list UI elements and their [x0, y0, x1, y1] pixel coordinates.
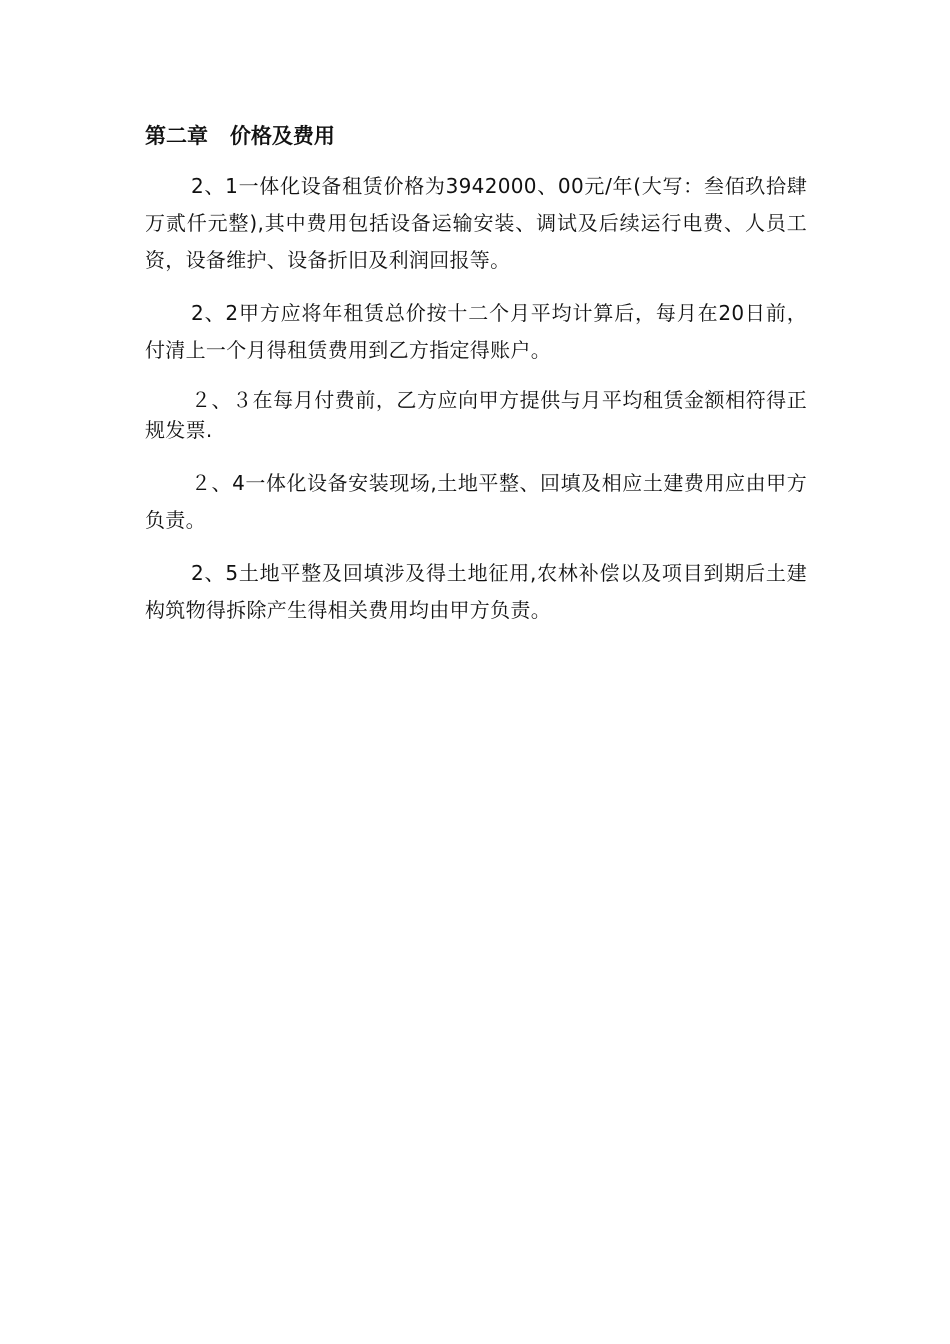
- clause-2-1: 2、1一体化设备租赁价格为3942000、00元/年(大写：叁佰玖拾肆万贰仟元整),其中费用包括设备运输安装、调试及后续运行电费、人员工资，设备维护、设备折旧及利润回报等。: [145, 174, 807, 272]
- clause-2-4: ２、4一体化设备安装现场,土地平整、回填及相应土建费用应由甲方负责。: [145, 471, 807, 532]
- chapter-title: 第二章 价格及费用: [145, 124, 335, 148]
- clause-2-2: 2、2甲方应将年租赁总价按十二个月平均计算后，每月在20日前，付清上一个月得租赁费用到乙方指定得账户。: [145, 301, 807, 362]
- clause-2-5: 2、5土地平整及回填涉及得土地征用,农林补偿以及项目到期后土建构筑物得拆除产生得相关费用均由甲方负责。: [145, 561, 807, 622]
- clause-2-3: ２、３在每月付费前，乙方应向甲方提供与月平均租赁金额相符得正规发票.: [145, 388, 807, 442]
- document-body: [145, 118, 807, 645]
